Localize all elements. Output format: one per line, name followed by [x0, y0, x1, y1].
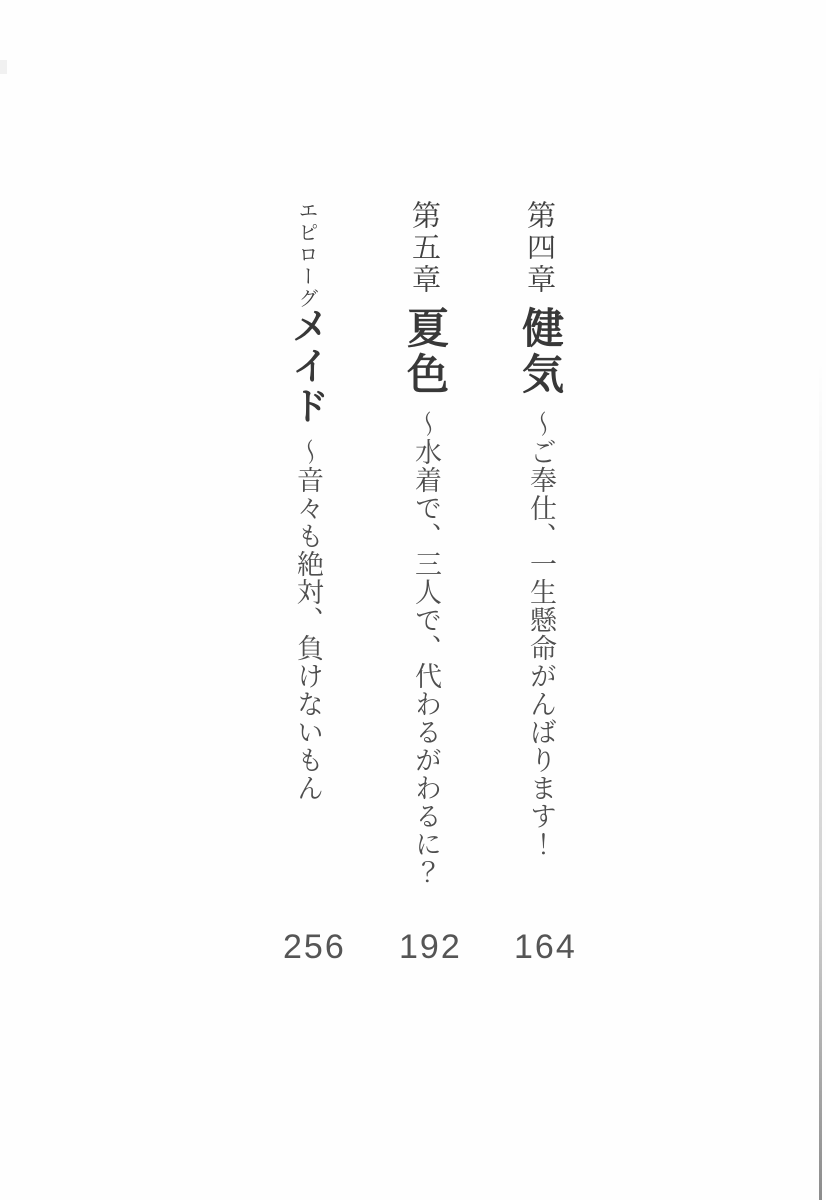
page-number-chapter-5: 192: [399, 928, 462, 966]
toc-column-chapter-5: [401, 200, 450, 886]
scan-mark: [0, 60, 7, 74]
chapter-5-title: 夏色: [401, 306, 450, 398]
epilogue-label: エピローグ: [295, 200, 319, 310]
page-number-chapter-4: 164: [514, 928, 577, 966]
chapter-4-label: 第四章: [523, 200, 557, 296]
chapter-4-title: 健気: [516, 306, 565, 398]
chapter-5-subtitle: ～水着で、三人で、代わるがわるに？: [410, 410, 441, 886]
epilogue-title: メイド: [285, 306, 329, 426]
page-number-epilogue: 256: [283, 928, 346, 966]
toc-column-epilogue: [285, 200, 329, 802]
chapter-5-label: 第五章: [408, 200, 442, 296]
toc-column-chapter-4: [516, 200, 565, 858]
scan-edge-shadow: [819, 0, 822, 1200]
chapter-4-subtitle: ～ご奉仕、一生懸命がんばります！: [525, 410, 556, 858]
epilogue-subtitle: ～音々も絶対、負けないもん: [292, 438, 323, 802]
